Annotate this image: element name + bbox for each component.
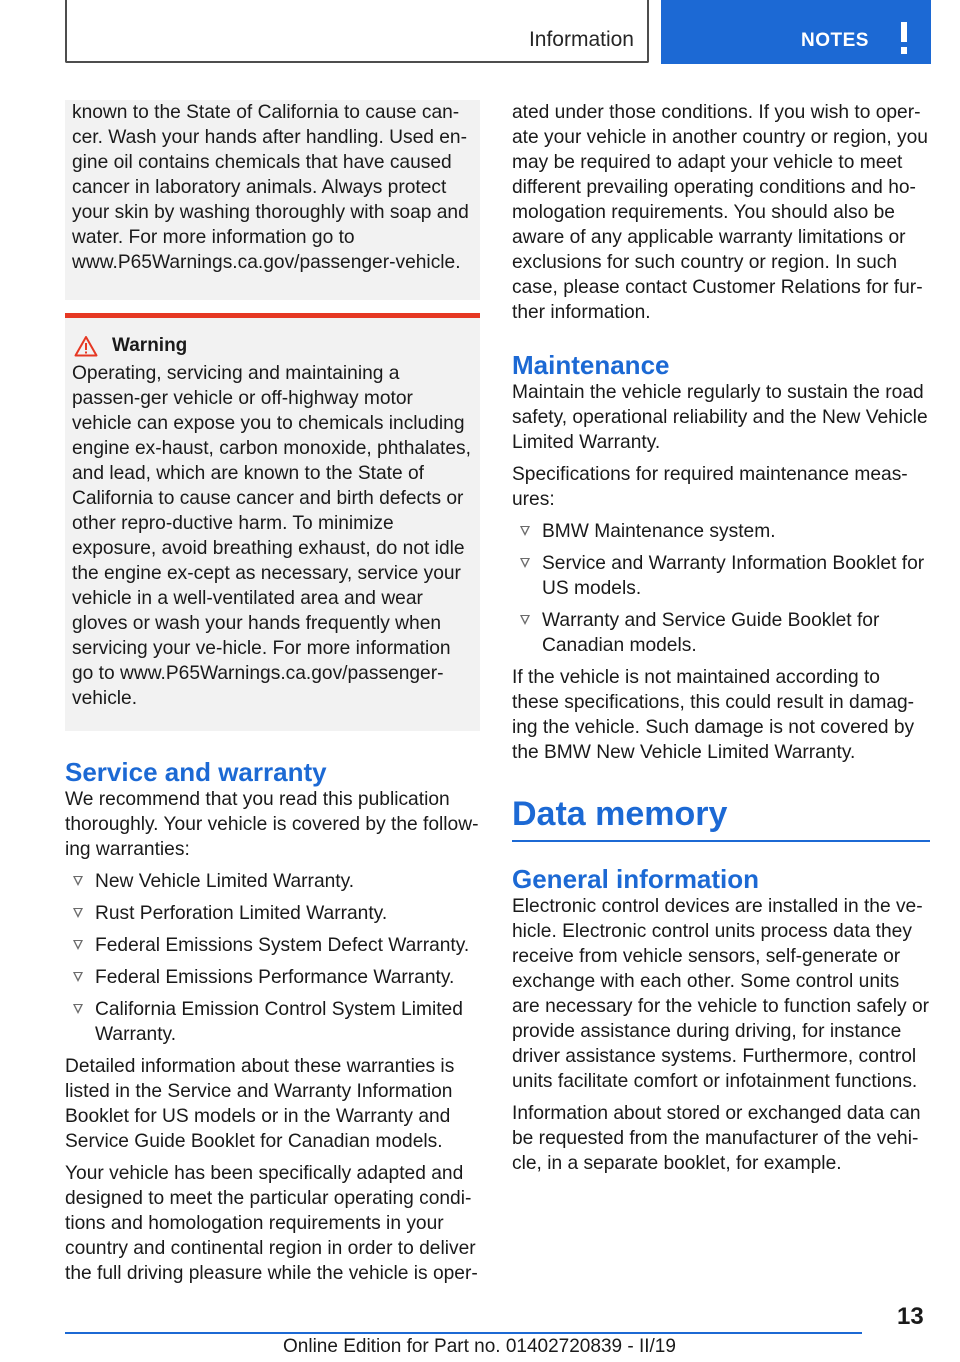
maintenance-heading: Maintenance xyxy=(512,350,670,380)
continuation-paragraph: ated under those conditions. If you wish to oper-ate your vehicle in another country or region, you may be required to adapt your vehicle to meet different prevailing operating conditions and ho-mologation requirements. You should also be aware of any applicable warranty limitations or exclusions for such country or region. In such case, please contact Customer Relations for fur-ther information. xyxy=(512,102,928,323)
right-column xyxy=(512,100,930,1183)
stored-data-paragraph: Information about stored or exchanged data can be requested from the manufacturer of the vehi-cle, in a separate booklet, for example. xyxy=(512,1103,921,1174)
warranty-details-paragraph: Detailed information about these warranties is listed in the Service and Warranty Information Booklet for US models or in the Warranty and Service Guide Booklet for Canadian models. xyxy=(65,1056,455,1152)
list-item: California Emission Control System Limited Warranty. xyxy=(65,997,480,1047)
footer-divider xyxy=(65,1332,862,1334)
maintenance-paragraph: Maintain the vehicle regularly to sustain the road safety, operational reliability and the New Vehicle Limited Warranty. xyxy=(512,382,928,453)
service-intro: We recommend that you read this publication thoroughly. Your vehicle is covered by the follow-ing warranties: xyxy=(65,789,479,860)
list-item: New Vehicle Limited Warranty. xyxy=(65,869,480,894)
bullet-triangle-icon xyxy=(73,908,83,918)
list-item: Federal Emissions System Defect Warranty. xyxy=(65,933,480,958)
maintenance-list xyxy=(512,519,930,658)
footer-edition: Online Edition for Part no. 01402720839 - II/19 xyxy=(283,1336,676,1357)
warning-title xyxy=(72,335,473,357)
general-information-heading: General information xyxy=(512,864,760,894)
bullet-triangle-icon xyxy=(520,526,530,536)
vehicle-adaptation-paragraph: Your vehicle has been specifically adapted and designed to meet the particular operating condi-tions and homologation requirements in your country and continental region in order to deliver the full driving pleasure while the vehicle is oper- xyxy=(65,1163,478,1284)
header-section-title: Information xyxy=(528,28,634,51)
warning-triangle-icon xyxy=(74,335,98,357)
left-column xyxy=(65,100,480,1293)
warning-title-text: Warning xyxy=(112,335,188,356)
list-item: Service and Warranty Information Booklet for US models. xyxy=(512,551,930,601)
notes-tab xyxy=(661,0,931,64)
list-item: BMW Maintenance system. xyxy=(512,519,930,544)
bullet-triangle-icon xyxy=(520,615,530,625)
list-item: Rust Perforation Limited Warranty. xyxy=(65,901,480,926)
warning-box xyxy=(65,313,480,731)
service-warranty-heading: Service and warranty xyxy=(65,757,327,787)
exclamation-icon xyxy=(899,22,909,56)
bullet-triangle-icon xyxy=(73,876,83,886)
data-memory-heading: Data memory xyxy=(512,794,930,842)
list-item: Federal Emissions Performance Warranty. xyxy=(65,965,480,990)
bullet-triangle-icon xyxy=(73,1004,83,1014)
not-maintained-paragraph: If the vehicle is not maintained according to these specifications, this could result in damag-ing the vehicle. Such damage is not covered by the BMW New Vehicle Limited Warranty. xyxy=(512,667,915,763)
notes-label: NOTES xyxy=(801,30,869,51)
bullet-triangle-icon xyxy=(73,972,83,982)
page-number: 13 xyxy=(897,1303,924,1330)
control-devices-paragraph: Electronic control devices are installed in the ve-hicle. Electronic control units process data they receive from vehicle sensors, self-generate or exchange with each other. Some control units are necessary for the vehicle to function safely or provide assistance during driving, for instance driver assistance systems. Furthermore, control units facilitate comfort or infotainment functions. xyxy=(512,896,930,1092)
note-box: known to the State of California to cause can-cer. Wash your hands after handling. Used en-gine oil contains chemicals that have caused cancer in laboratory animals. Always protect your skin by washing thoroughly with soap and water. For more information go to www.P65Warnings.ca.gov/passenger-vehicle. xyxy=(65,100,480,300)
warranty-list xyxy=(65,869,480,1047)
bullet-triangle-icon xyxy=(73,940,83,950)
bullet-triangle-icon xyxy=(520,558,530,568)
warning-text: Operating, servicing and maintaining a passen-ger vehicle or off-highway motor vehicle can expose you to chemicals including engine ex-haust, carbon monoxide, phthalates, and lead, which are known to the State of California to cause cancer and birth defects or other repro-ductive harm. To minimize exposure, avoid breathing exhaust, do not idle the engine ex-cept as necessary, service your vehicle in a well-ventilated area and wear gloves or wash your hands frequently when servicing your ve-hicle. For more information go to www.P65Warnings.ca.gov/passenger-vehicle. xyxy=(72,363,471,709)
specifications-paragraph: Specifications for required maintenance meas-ures: xyxy=(512,464,908,510)
list-item: Warranty and Service Guide Booklet for Canadian models. xyxy=(512,608,930,658)
